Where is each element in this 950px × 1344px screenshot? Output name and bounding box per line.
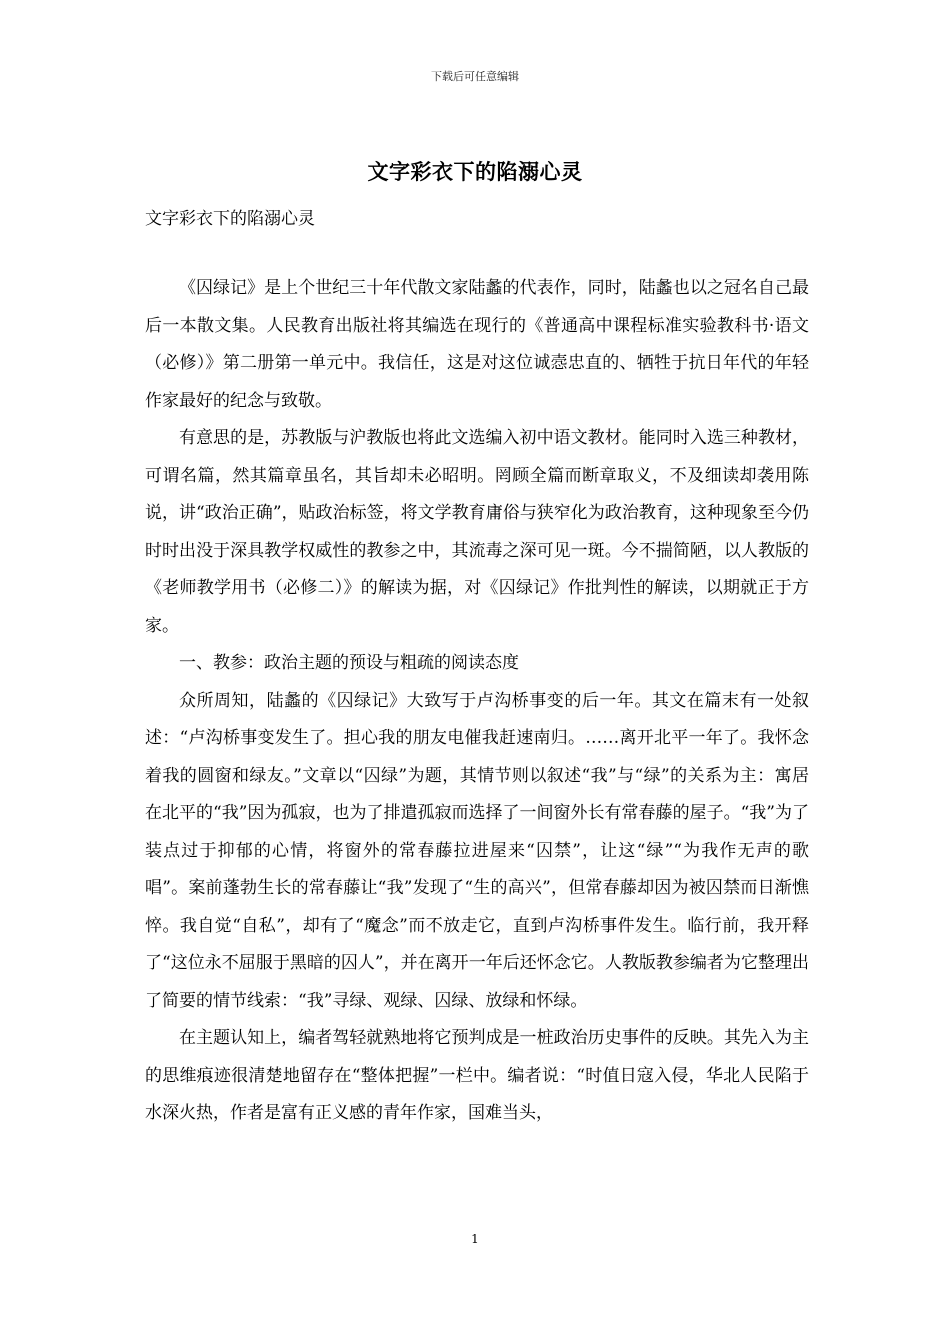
body-paragraph: 《囚绿记》是上个世纪三十年代散文家陆蠡的代表作，同时，陆蠡也以之冠名自己最后一本散文集。人民教育出版社将其编选在现行的《普通高中课程标准实验教科书·语文（必修）》第二册第一单元中。我信任，这是对这位诚悫忠直的、牺牲于抗日年代的年轻作家最好的纪念与致敬。: [145, 278, 809, 411]
document-title: 文字彩衣下的陷溺心灵: [367, 159, 583, 184]
page-header-note: 下载后可任意编辑: [431, 70, 519, 83]
body-paragraph: 有意思的是，苏教版与沪教版也将此文选编入初中语文教材。能同时入选三种教材，可谓名篇，然其篇章虽名，其旨却未必昭明。罔顾全篇而断章取义，不及细读却袭用陈说，讲“政治正确”，贴政治标签，将文学教育庸俗与狭窄化为政治教育，这种现象至今仍时时出没于深具教学权威性的教参之中，其流毒之深可见一斑。今不揣简陋，以人教版的《老师教学用书（必修二）》的解读为据，对《囚绿记》作批判性的解读，以期就正于方家。: [145, 428, 809, 636]
section-heading: 一、教参：政治主题的预设与粗疏的阅读态度: [179, 653, 519, 673]
page-number: 1: [471, 1232, 479, 1246]
document-subtitle: 文字彩衣下的陷溺心灵: [145, 209, 315, 229]
body-paragraph: 在主题认知上，编者驾轻就熟地将它预判成是一桩政治历史事件的反映。其先入为主的思维痕迹很清楚地留存在“整体把握”一栏中。编者说：“时值日寇入侵，华北人民陷于水深火热，作者是富有正义感的青年作家，国难当头，: [145, 1028, 809, 1123]
document-body: [145, 270, 809, 1133]
body-paragraph: 众所周知，陆蠡的《囚绿记》大致写于卢沟桥事变的后一年。其文在篇末有一处叙述：“卢沟桥事变发生了。担心我的朋友电催我赶速南归。……离开北平一年了。我怀念着我的圆窗和绿友。”文章以“囚绿”为题，其情节则以叙述“我”与“绿”的关系为主：寓居在北平的“我”因为孤寂，也为了排遣孤寂而选择了一间窗外长有常春藤的屋子。“我”为了装点过于抑郁的心情，将窗外的常春藤拉进屋来“囚禁”，让这“绿”“为我作无声的歌唱”。案前蓬勃生长的常春藤让“我”发现了“生的高兴”，但常春藤却因为被囚禁而日渐憔悴。我自觉“自私”，却有了“魔念”而不放走它，直到卢沟桥事件发生。临行前，我开释了“这位永不屈服于黑暗的囚人”，并在离开一年后还怀念它。人教版教参编者为它整理出了简要的情节线索：“我”寻绿、观绿、囚绿、放绿和怀绿。: [145, 690, 809, 1011]
